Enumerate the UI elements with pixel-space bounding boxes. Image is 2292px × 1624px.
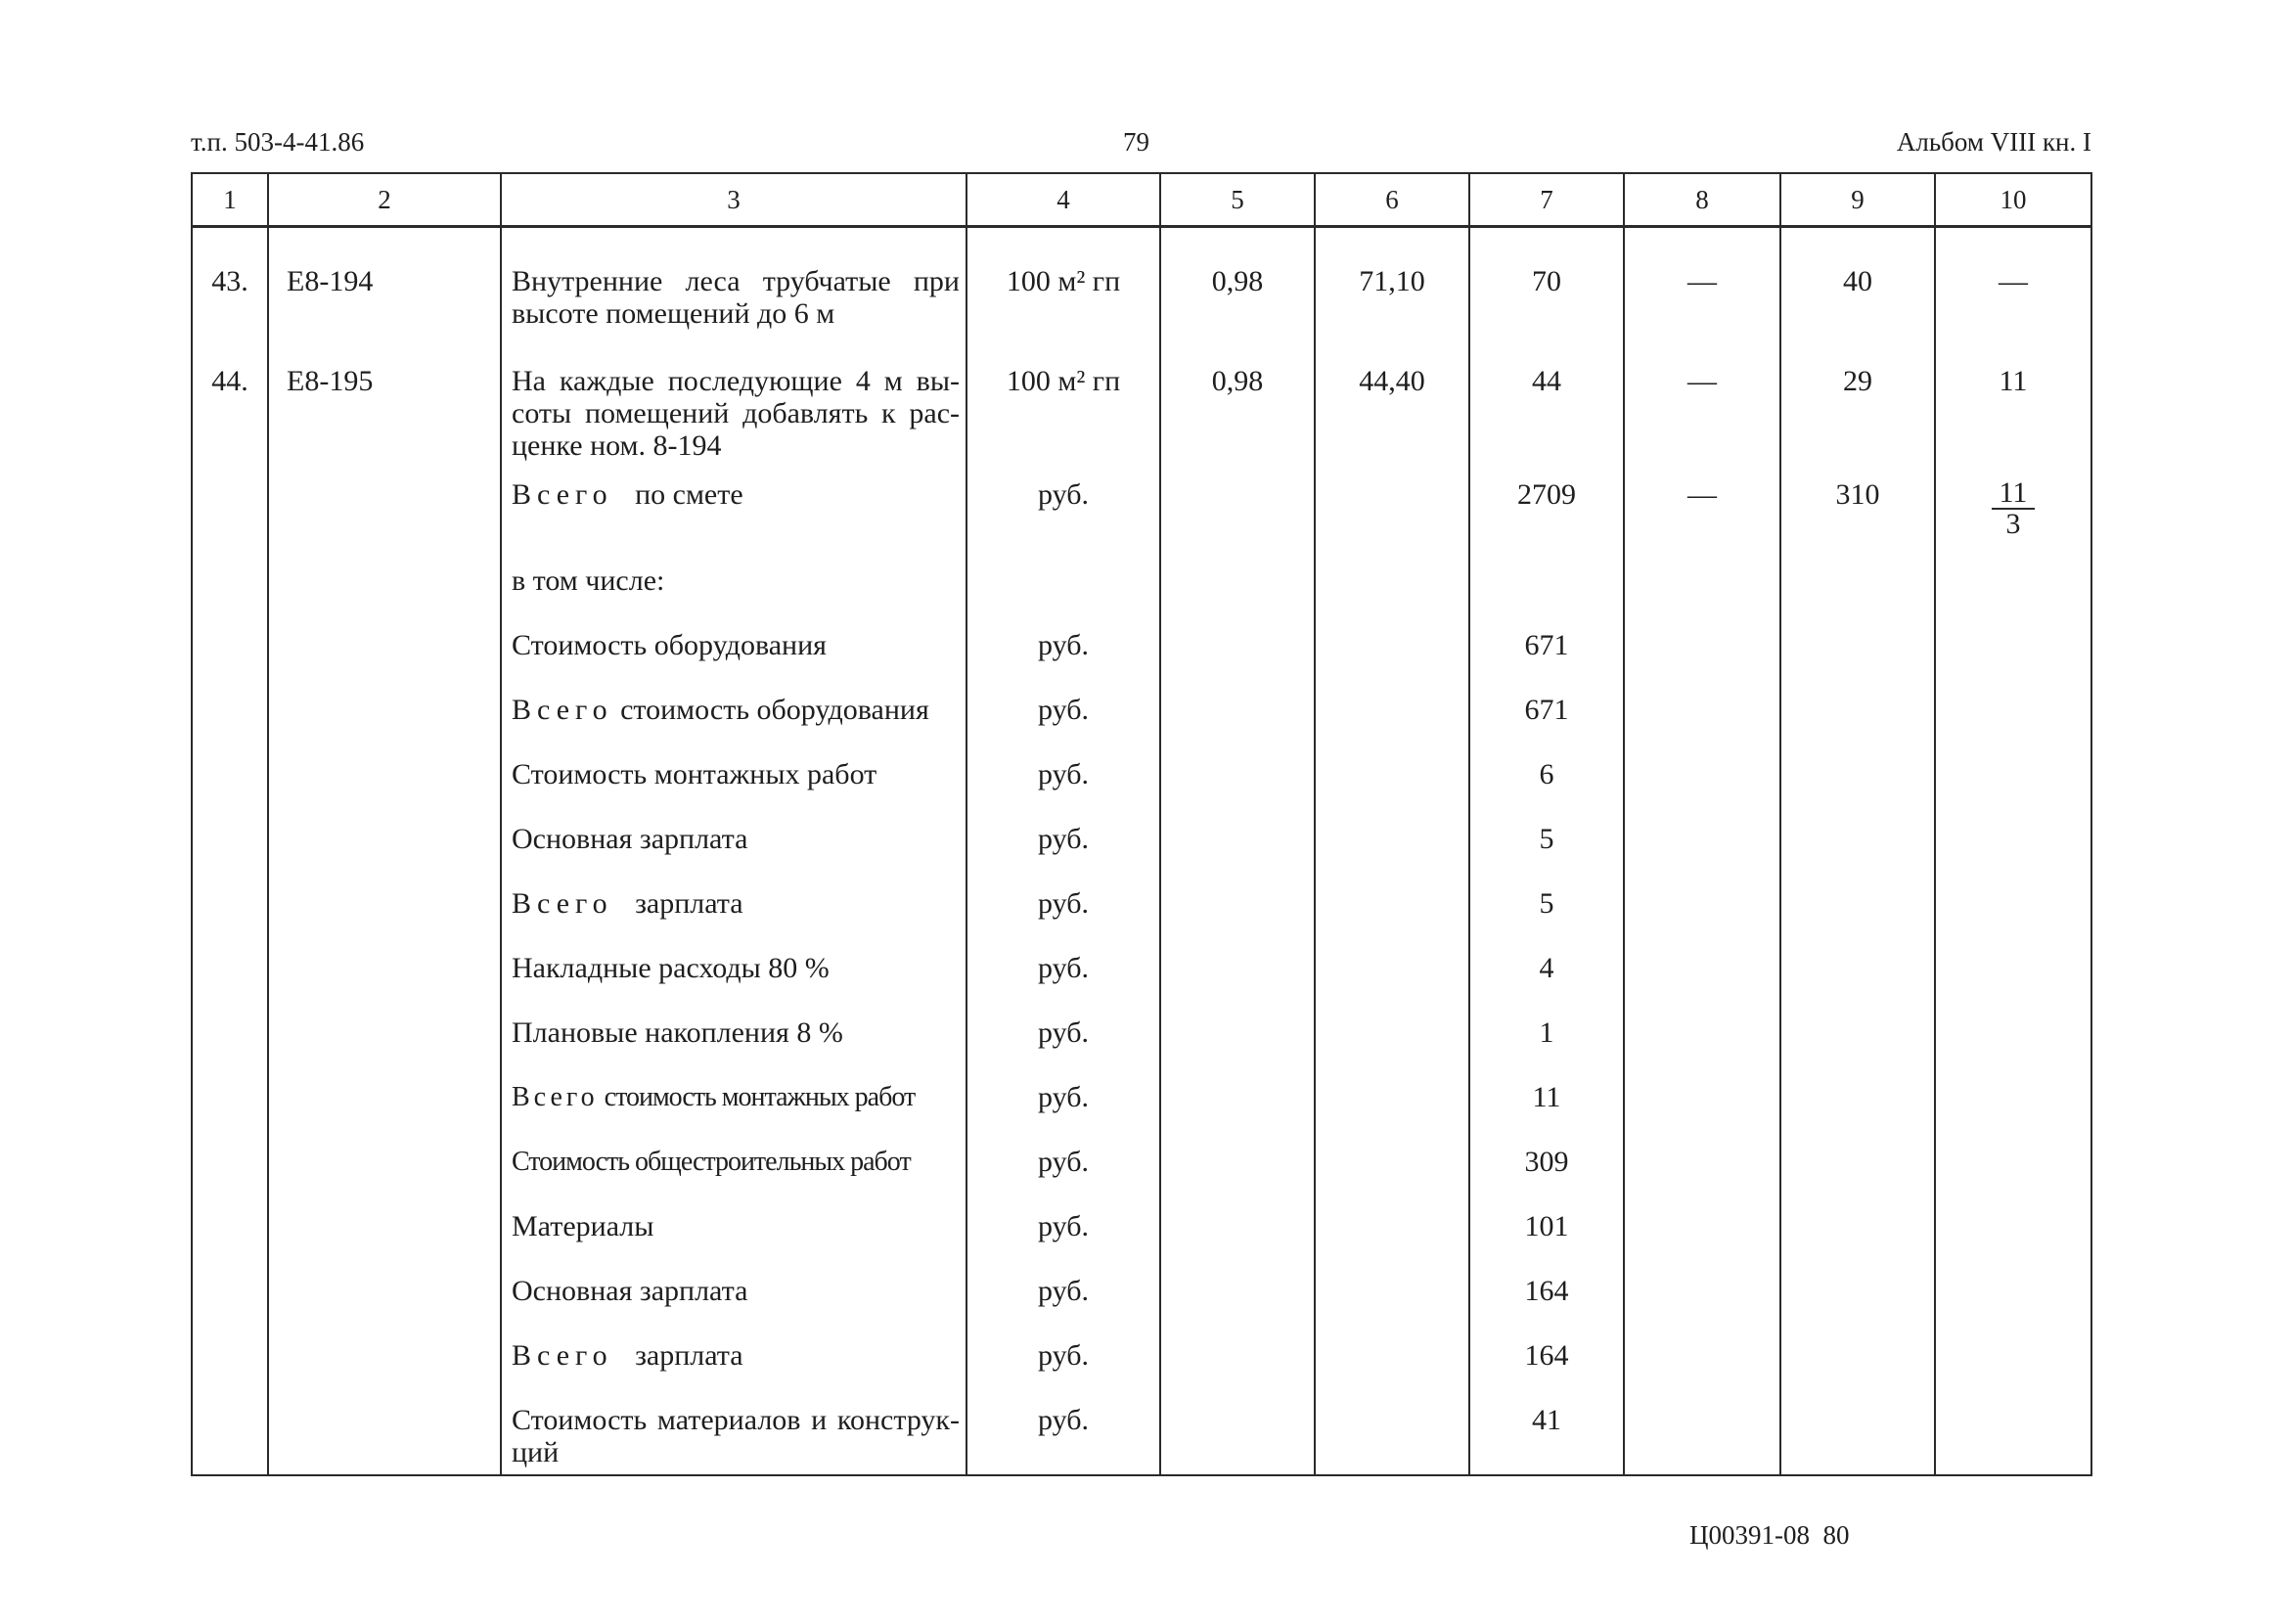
- work-name: Материалы: [501, 1206, 966, 1271]
- empty-cell: [1624, 1206, 1780, 1271]
- empty-cell: [1935, 883, 2091, 948]
- empty-cell: [1624, 1271, 1780, 1335]
- col10-value: 11: [1935, 330, 2091, 462]
- empty-cell: [192, 1335, 268, 1400]
- table-row: [192, 1013, 2091, 1077]
- col10-value: —: [1935, 227, 2091, 331]
- header-right: Альбом VIII кн. I: [1896, 127, 2091, 157]
- empty-cell: [192, 561, 268, 625]
- empty-cell: [268, 1271, 501, 1335]
- empty-cell: [1780, 1142, 1935, 1206]
- empty-cell: [1160, 1335, 1315, 1400]
- work-name: [501, 690, 966, 754]
- empty-cell: [1780, 1335, 1935, 1400]
- empty-cell: [192, 819, 268, 883]
- column-header: 5: [1160, 173, 1315, 227]
- empty-cell: [1624, 690, 1780, 754]
- total-label: стоимость монтажных работ: [604, 1082, 916, 1112]
- empty-cell: [1315, 948, 1469, 1013]
- empty-cell: [1315, 1335, 1469, 1400]
- empty-cell: [268, 1400, 501, 1475]
- unit-cost: 71,10: [1315, 227, 1469, 331]
- total-cost: 671: [1469, 625, 1624, 690]
- empty-cell: [1160, 625, 1315, 690]
- empty-cell: [1160, 1271, 1315, 1335]
- table-row: [192, 883, 2091, 948]
- work-name: Основная зарплата: [501, 1271, 966, 1335]
- document-footer: [1689, 1518, 1850, 1552]
- col10-fraction: [1935, 462, 2091, 561]
- quantity: 0,98: [1160, 330, 1315, 462]
- empty-cell: [1780, 819, 1935, 883]
- col8-value: —: [1624, 227, 1780, 331]
- table-row: [192, 1077, 2091, 1142]
- total-lead: Всего: [512, 1339, 613, 1372]
- unit: руб.: [966, 1142, 1160, 1206]
- empty-cell: [1624, 948, 1780, 1013]
- column-header: 1: [192, 173, 268, 227]
- unit-cost: 44,40: [1315, 330, 1469, 462]
- empty-cell: [192, 1271, 268, 1335]
- column-header: 4: [966, 173, 1160, 227]
- work-name: Накладные расходы 80 %: [501, 948, 966, 1013]
- empty-cell: [1935, 1013, 2091, 1077]
- empty-cell: [192, 948, 268, 1013]
- table-row: [192, 330, 2091, 462]
- total-label: зарплата: [635, 887, 743, 920]
- work-name: Внутренние леса трубчатые при высоте помещений до 6 м: [501, 227, 966, 331]
- empty-cell: [1935, 1400, 2091, 1475]
- work-name: На каждые последующие 4 м вы-соты помещений добавлять к рас-ценке ном. 8-194: [501, 330, 966, 462]
- work-name: Стоимость монтажных работ: [501, 754, 966, 819]
- empty-cell: [1160, 754, 1315, 819]
- empty-cell: [1780, 690, 1935, 754]
- footer-page: 80: [1822, 1520, 1850, 1550]
- unit: 100 м² гп: [966, 330, 1160, 462]
- table-row: [192, 754, 2091, 819]
- total-cost: 6: [1469, 754, 1624, 819]
- empty-cell: [1935, 625, 2091, 690]
- empty-cell: [1624, 883, 1780, 948]
- empty-cell: [268, 561, 501, 625]
- empty-cell: [1315, 462, 1469, 561]
- empty-cell: [1780, 1400, 1935, 1475]
- empty-cell: [1315, 1142, 1469, 1206]
- row-number: 44.: [192, 330, 268, 462]
- table-row: [192, 1335, 2091, 1400]
- unit: руб.: [966, 819, 1160, 883]
- empty-cell: [268, 625, 501, 690]
- empty-cell: [1315, 690, 1469, 754]
- empty-cell: [1935, 1271, 2091, 1335]
- empty-cell: [1935, 754, 2091, 819]
- table-header-row: [192, 173, 2091, 227]
- column-header: 2: [268, 173, 501, 227]
- col8-value: —: [1624, 330, 1780, 462]
- work-name: Стоимость общестроительных работ: [501, 1142, 966, 1206]
- total-cost: 1: [1469, 1013, 1624, 1077]
- empty-cell: [1160, 690, 1315, 754]
- work-name: [501, 1077, 966, 1142]
- total-label: зарплата: [635, 1339, 743, 1372]
- work-name: Плановые накопления 8 %: [501, 1013, 966, 1077]
- empty-cell: [1160, 948, 1315, 1013]
- empty-cell: [1624, 754, 1780, 819]
- work-name: [501, 1335, 966, 1400]
- empty-cell: [192, 690, 268, 754]
- total-cost: 164: [1469, 1335, 1624, 1400]
- column-header: 3: [501, 173, 966, 227]
- empty-cell: [268, 1335, 501, 1400]
- total-cost: 2709: [1469, 462, 1624, 561]
- unit: руб.: [966, 1013, 1160, 1077]
- total-label: по смете: [635, 478, 743, 511]
- empty-cell: [192, 883, 268, 948]
- total-cost: 309: [1469, 1142, 1624, 1206]
- empty-cell: [1315, 561, 1469, 625]
- unit: руб.: [966, 1335, 1160, 1400]
- empty-cell: [1935, 1142, 2091, 1206]
- empty-cell: [192, 462, 268, 561]
- empty-cell: [1624, 561, 1780, 625]
- empty-cell: [1935, 1335, 2091, 1400]
- table-row: [192, 948, 2091, 1013]
- unit: руб.: [966, 754, 1160, 819]
- empty-cell: [1935, 561, 2091, 625]
- empty-cell: [1160, 1142, 1315, 1206]
- empty-cell: [1935, 948, 2091, 1013]
- document-code: Ц00391-08: [1689, 1520, 1810, 1550]
- table-row: [192, 561, 2091, 625]
- empty-cell: [1624, 1077, 1780, 1142]
- estimate-table: [191, 172, 2092, 1476]
- empty-cell: [966, 561, 1160, 625]
- empty-cell: [1315, 1206, 1469, 1271]
- empty-cell: [1780, 883, 1935, 948]
- unit: руб.: [966, 1077, 1160, 1142]
- total-cost: 671: [1469, 690, 1624, 754]
- empty-cell: [1315, 754, 1469, 819]
- empty-cell: [1160, 561, 1315, 625]
- empty-cell: [1780, 625, 1935, 690]
- empty-cell: [1780, 1271, 1935, 1335]
- empty-cell: [1160, 883, 1315, 948]
- empty-cell: [1469, 561, 1624, 625]
- empty-cell: [268, 1013, 501, 1077]
- col9-value: 29: [1780, 330, 1935, 462]
- rate-code: Е8-194: [268, 227, 501, 331]
- empty-cell: [1624, 625, 1780, 690]
- unit: 100 м² гп: [966, 227, 1160, 331]
- empty-cell: [1160, 1400, 1315, 1475]
- empty-cell: [1160, 1013, 1315, 1077]
- total-cost: 41: [1469, 1400, 1624, 1475]
- column-header: 8: [1624, 173, 1780, 227]
- empty-cell: [1780, 1077, 1935, 1142]
- empty-cell: [1780, 561, 1935, 625]
- empty-cell: [192, 625, 268, 690]
- total-cost: 44: [1469, 330, 1624, 462]
- empty-cell: [1935, 1077, 2091, 1142]
- empty-cell: [268, 1206, 501, 1271]
- table-row: [192, 1206, 2091, 1271]
- empty-cell: [268, 690, 501, 754]
- table-row: [192, 819, 2091, 883]
- table-row: [192, 462, 2091, 561]
- total-lead: Всего: [512, 887, 613, 920]
- empty-cell: [1160, 1077, 1315, 1142]
- empty-cell: [268, 819, 501, 883]
- work-name: [501, 462, 966, 561]
- empty-cell: [268, 1077, 501, 1142]
- empty-cell: [192, 1142, 268, 1206]
- unit: руб.: [966, 690, 1160, 754]
- empty-cell: [1935, 1206, 2091, 1271]
- total-cost: 164: [1469, 1271, 1624, 1335]
- empty-cell: [1935, 690, 2091, 754]
- table-row: [192, 1271, 2091, 1335]
- col9-value: 40: [1780, 227, 1935, 331]
- empty-cell: [268, 1142, 501, 1206]
- empty-cell: [1315, 1400, 1469, 1475]
- unit: руб.: [966, 625, 1160, 690]
- empty-cell: [1160, 819, 1315, 883]
- empty-cell: [1780, 948, 1935, 1013]
- column-header: 9: [1780, 173, 1935, 227]
- total-lead: Всего: [512, 478, 613, 511]
- rate-code: Е8-195: [268, 330, 501, 462]
- empty-cell: [1160, 1206, 1315, 1271]
- column-header: 7: [1469, 173, 1624, 227]
- unit: руб.: [966, 948, 1160, 1013]
- col9-value: 310: [1780, 462, 1935, 561]
- unit: руб.: [966, 883, 1160, 948]
- empty-cell: [1315, 819, 1469, 883]
- page-number: 79: [1123, 127, 1149, 157]
- empty-cell: [1315, 883, 1469, 948]
- total-lead: Всего: [512, 694, 613, 726]
- work-name: [501, 883, 966, 948]
- total-cost: 70: [1469, 227, 1624, 331]
- empty-cell: [1624, 1400, 1780, 1475]
- total-cost: 11: [1469, 1077, 1624, 1142]
- table-row: [192, 1142, 2091, 1206]
- empty-cell: [1315, 1271, 1469, 1335]
- empty-cell: [1315, 625, 1469, 690]
- empty-cell: [1315, 1077, 1469, 1142]
- col8-value: —: [1624, 462, 1780, 561]
- column-header: 10: [1935, 173, 2091, 227]
- empty-cell: [1624, 1013, 1780, 1077]
- table-row: [192, 625, 2091, 690]
- work-name: Стоимость материалов и конструк-ций: [501, 1400, 966, 1475]
- row-number: 43.: [192, 227, 268, 331]
- fraction-denominator: 3: [2005, 508, 2021, 540]
- work-name: Стоимость оборудования: [501, 625, 966, 690]
- fraction: [1992, 478, 2036, 539]
- table-row: [192, 690, 2091, 754]
- empty-cell: [192, 1013, 268, 1077]
- empty-cell: [1624, 1335, 1780, 1400]
- total-cost: 101: [1469, 1206, 1624, 1271]
- total-cost: 5: [1469, 819, 1624, 883]
- unit: руб.: [966, 462, 1160, 561]
- total-cost: 5: [1469, 883, 1624, 948]
- unit: руб.: [966, 1206, 1160, 1271]
- header-left: т.п. 503-4-41.86: [191, 127, 365, 157]
- empty-cell: [268, 462, 501, 561]
- empty-cell: [268, 883, 501, 948]
- empty-cell: [1935, 819, 2091, 883]
- empty-cell: [1780, 1013, 1935, 1077]
- empty-cell: [192, 1206, 268, 1271]
- empty-cell: [192, 754, 268, 819]
- column-header: 6: [1315, 173, 1469, 227]
- total-cost: 4: [1469, 948, 1624, 1013]
- empty-cell: [1624, 819, 1780, 883]
- empty-cell: [1160, 462, 1315, 561]
- unit: руб.: [966, 1271, 1160, 1335]
- empty-cell: [268, 948, 501, 1013]
- fraction-numerator: 11: [1992, 478, 2036, 510]
- empty-cell: [1780, 754, 1935, 819]
- work-name: в том числе:: [501, 561, 966, 625]
- quantity: 0,98: [1160, 227, 1315, 331]
- work-name: Основная зарплата: [501, 819, 966, 883]
- empty-cell: [1315, 1013, 1469, 1077]
- total-lead: Всего: [512, 1082, 599, 1112]
- table-row: [192, 227, 2091, 331]
- empty-cell: [268, 754, 501, 819]
- empty-cell: [1780, 1206, 1935, 1271]
- table-row: [192, 1400, 2091, 1475]
- empty-cell: [192, 1400, 268, 1475]
- unit: руб.: [966, 1400, 1160, 1475]
- total-label: стоимость оборудования: [620, 694, 929, 726]
- empty-cell: [192, 1077, 268, 1142]
- empty-cell: [1624, 1142, 1780, 1206]
